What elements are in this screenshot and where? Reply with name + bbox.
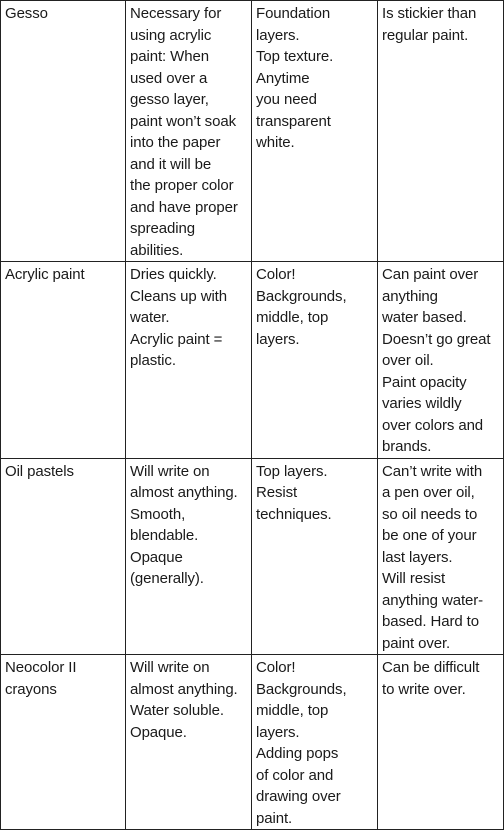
why-text-line: Smooth,	[130, 505, 186, 523]
use-text-line: techniques.	[256, 505, 332, 523]
why-text-line: gesso layer,	[130, 91, 209, 108]
why-cell	[126, 655, 252, 830]
use-text-line: layers.	[256, 330, 300, 348]
medium-cell	[1, 1, 126, 262]
table-row	[1, 655, 504, 830]
notes-text-line: water based.	[382, 309, 467, 326]
use-text-line: Color!	[256, 266, 296, 283]
use-cell	[252, 1, 378, 262]
why-text-line: and have proper	[130, 198, 238, 216]
why-text-line: Water soluble.	[130, 702, 224, 719]
use-text-line: Anytime	[256, 69, 310, 87]
medium-text-line: Acrylic paint	[5, 266, 85, 283]
notes-text-line: last layers.	[382, 548, 453, 566]
use-text-line: layers.	[256, 723, 300, 741]
medium-cell	[1, 262, 126, 459]
notes-text-line: Is stickier than	[382, 5, 477, 22]
use-cell	[252, 655, 378, 830]
notes-cell	[378, 1, 504, 262]
use-text-line: white.	[256, 134, 295, 151]
medium-text-line: Gesso	[5, 5, 48, 22]
medium-text-line: Neocolor II	[5, 659, 77, 676]
why-cell	[126, 458, 252, 655]
why-text-line: almost anything.	[130, 680, 238, 698]
why-text-line: the proper color	[130, 177, 234, 194]
notes-text-line: varies wildly	[382, 395, 462, 412]
why-text-line: plastic.	[130, 352, 176, 369]
table-row	[1, 262, 504, 459]
notes-text-line: anything water-	[382, 591, 484, 609]
why-text-line: spreading	[130, 220, 195, 237]
why-text-line: and it will be	[130, 155, 212, 173]
why-text-line: Necessary for	[130, 5, 222, 22]
notes-text-line: Can be difficult	[382, 659, 480, 676]
use-text-line: drawing over	[256, 788, 341, 805]
use-text-line: paint.	[256, 809, 293, 827]
notes-cell	[378, 655, 504, 830]
notes-text-line: over colors and	[382, 416, 484, 434]
use-cell	[252, 458, 378, 655]
medium-text-line: Oil pastels	[5, 462, 74, 480]
table-row	[1, 458, 504, 655]
notes-text-line: Can’t write with	[382, 462, 483, 480]
notes-text-line: Will resist	[382, 570, 446, 587]
notes-text-line: be one of your	[382, 527, 477, 544]
notes-text-line: based. Hard to	[382, 613, 479, 630]
why-text-line: used over a	[130, 69, 208, 87]
use-text-line: of color and	[256, 766, 334, 784]
notes-text-line: so oil needs to	[382, 505, 478, 523]
medium-text-line: crayons	[5, 680, 57, 698]
why-text-line: abilities.	[130, 241, 184, 259]
why-text-line: blendable.	[130, 527, 199, 544]
why-text-line: Opaque	[130, 548, 183, 566]
use-text-line: layers.	[256, 26, 300, 44]
use-text-line: Top texture.	[256, 48, 334, 65]
why-cell	[126, 262, 252, 459]
why-text-line: Opaque.	[130, 723, 187, 741]
why-text-line: water.	[130, 309, 170, 326]
why-text-line: into the paper	[130, 134, 221, 151]
use-text-line: Backgrounds,	[256, 287, 347, 305]
why-text-line: Acrylic paint =	[130, 330, 223, 348]
notes-text-line: brands.	[382, 438, 432, 455]
use-text-line: Resist	[256, 484, 298, 501]
medium-cell	[1, 655, 126, 830]
use-text-line: middle, top	[256, 702, 329, 719]
use-cell	[252, 262, 378, 459]
notes-text-line: Doesn’t go great	[382, 330, 491, 348]
notes-cell	[378, 458, 504, 655]
table-row	[1, 1, 504, 262]
notes-text-line: anything	[382, 287, 438, 305]
notes-text-line: Paint opacity	[382, 373, 467, 391]
notes-text-line: to write over.	[382, 680, 466, 698]
why-text-line: Dries quickly.	[130, 266, 217, 283]
why-text-line: Will write on	[130, 462, 210, 480]
notes-cell	[378, 262, 504, 459]
use-text-line: middle, top	[256, 309, 329, 326]
why-cell	[126, 1, 252, 262]
notes-text-line: paint over.	[382, 634, 451, 652]
why-text-line: paint won’t soak	[130, 112, 236, 130]
use-text-line: Backgrounds,	[256, 680, 347, 698]
why-text-line: Will write on	[130, 659, 210, 676]
table-body	[1, 1, 504, 830]
notes-text-line: over oil.	[382, 352, 434, 369]
why-text-line: Cleans up with	[130, 287, 227, 305]
why-text-line: almost anything.	[130, 484, 238, 501]
why-text-line: (generally).	[130, 570, 204, 587]
notes-text-line: regular paint.	[382, 26, 469, 44]
notes-text-line: a pen over oil,	[382, 484, 475, 501]
why-text-line: paint: When	[130, 48, 209, 65]
use-text-line: Adding pops	[256, 745, 339, 762]
use-text-line: Color!	[256, 659, 296, 676]
medium-cell	[1, 458, 126, 655]
use-text-line: you need	[256, 91, 317, 108]
use-text-line: transparent	[256, 112, 331, 130]
notes-text-line: Can paint over	[382, 266, 479, 283]
use-text-line: Foundation	[256, 5, 331, 22]
use-text-line: Top layers.	[256, 462, 328, 480]
why-text-line: using acrylic	[130, 26, 212, 44]
